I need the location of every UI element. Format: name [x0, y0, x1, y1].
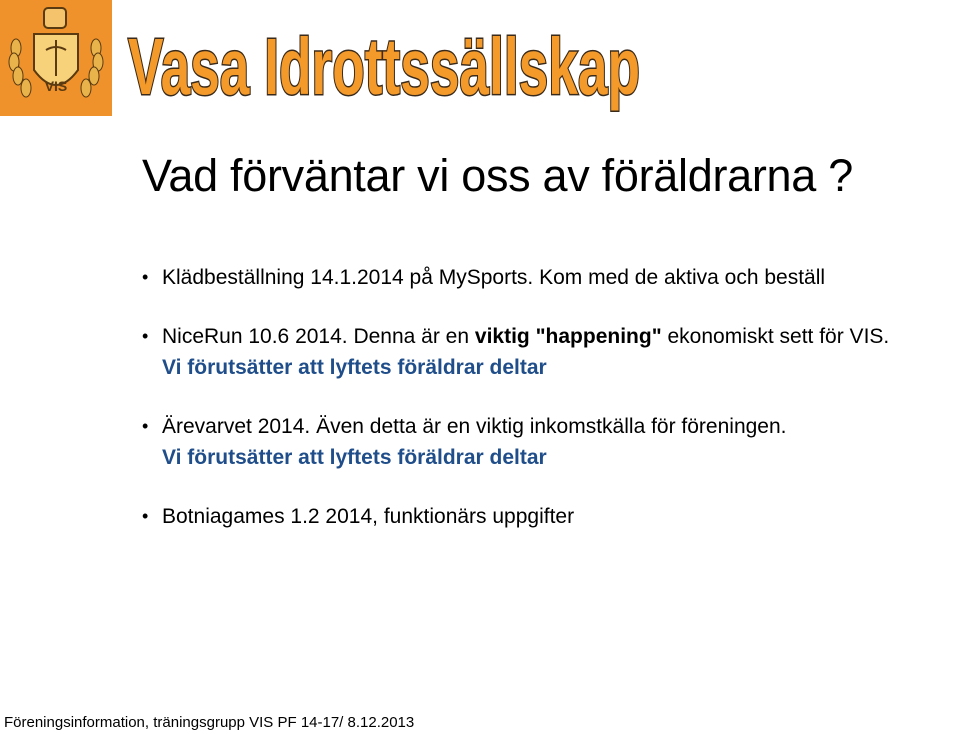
- bullet-text: NiceRun 10.6 2014. Denna är en: [162, 325, 475, 348]
- bullet-emphasis: "happening": [529, 325, 662, 348]
- slide-title: Vad förväntar vi oss av föräldrarna ?: [142, 150, 853, 201]
- slide-footer: Föreningsinformation, träningsgrupp VIS PF 14-17/ 8.12.2013: [4, 714, 415, 731]
- bullet-text: Ärevarvet 2014. Även detta är en viktig inkomstkälla för föreningen.: [162, 415, 787, 438]
- bullet-text: Klädbeställning 14.1.2014 på MySports. Kom med de aktiva och beställ: [162, 266, 826, 289]
- bullet-text: Botniagames 1.2 2014, funktionärs uppgifter: [162, 505, 575, 528]
- bullet-icon: •: [142, 267, 149, 287]
- club-name-banner: [126, 8, 646, 116]
- svg-text:Vasa Idrottssällskap: Vasa Idrottssällskap: [128, 22, 640, 111]
- club-logo: [0, 0, 112, 116]
- bullet-icon: •: [142, 416, 149, 436]
- bullet-item: [142, 411, 952, 473]
- bullet-text: ekonomiskt sett för VIS.: [661, 325, 890, 348]
- bullet-subtext: Vi förutsätter att lyftets föräldrar deltar: [162, 356, 547, 379]
- bullet-item: [142, 501, 952, 532]
- bullet-icon: •: [142, 326, 149, 346]
- bullet-icon: •: [142, 506, 149, 526]
- bullet-item: [142, 262, 952, 293]
- bullet-subtext: Vi förutsätter att lyftets föräldrar deltar: [162, 446, 547, 469]
- svg-text:VIS: VIS: [44, 78, 68, 94]
- bullet-list: [142, 262, 952, 532]
- bullet-emphasis: viktig: [474, 325, 530, 348]
- bullet-item: [142, 321, 952, 383]
